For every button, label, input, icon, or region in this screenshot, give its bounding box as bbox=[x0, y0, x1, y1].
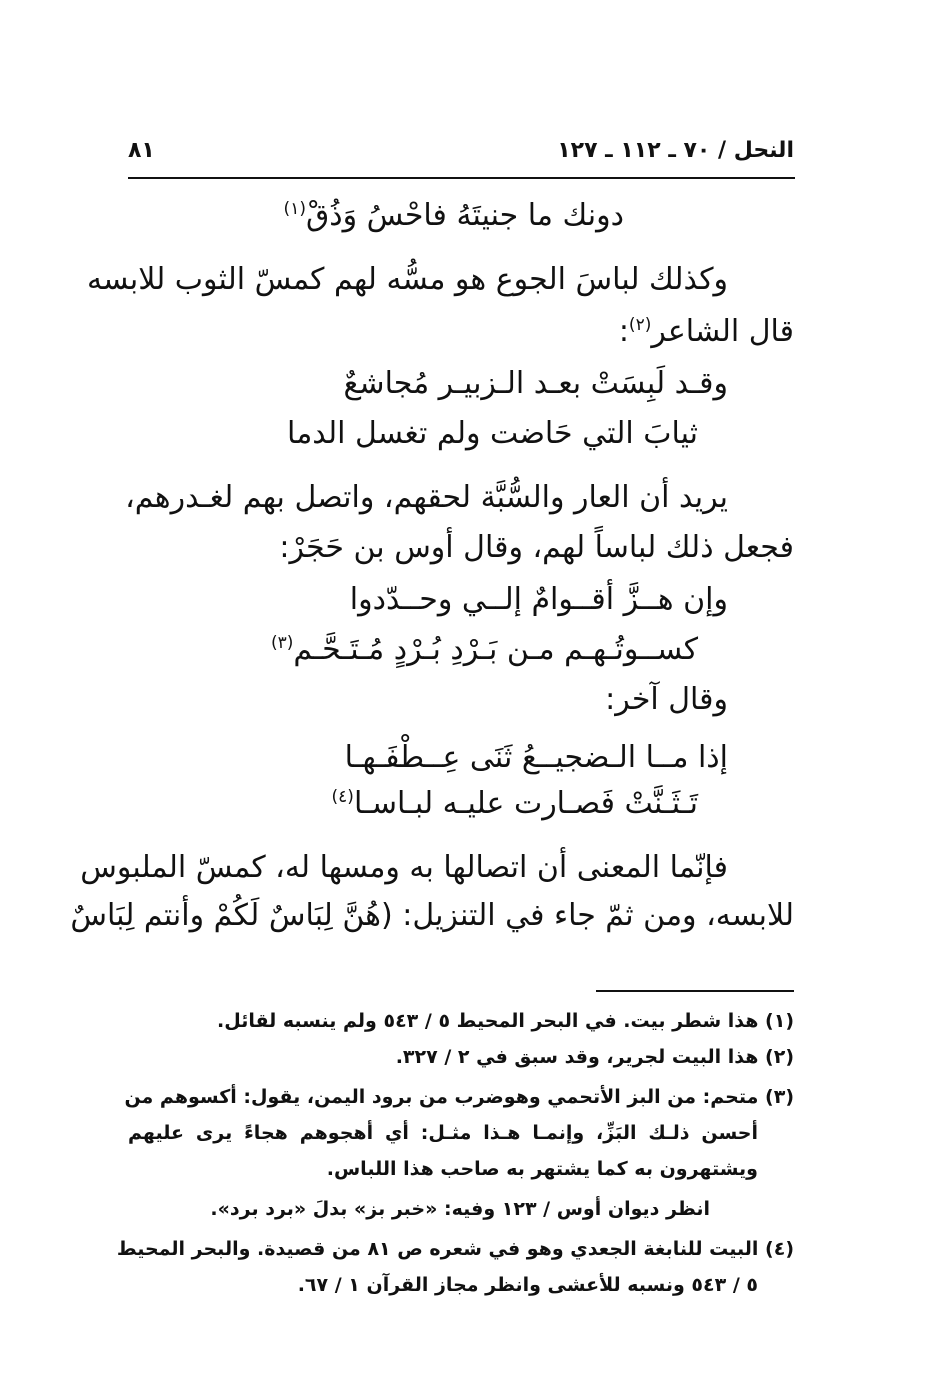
verse-line-1 bbox=[284, 196, 624, 236]
footnote-ref-2: (٢) bbox=[628, 315, 652, 335]
footnote-ref-3: (٣) bbox=[270, 633, 294, 653]
footnote-rule bbox=[596, 990, 794, 992]
poem1-second-hemistich: ثيابَ التي حَاضت ولم تغسل الدما bbox=[287, 416, 698, 451]
line-text: قال الشاعر bbox=[651, 314, 794, 349]
poem3-first-hemistich: إذا مــا الـضجيــعُ ثَنَى عِــطْفَـهـا bbox=[344, 740, 728, 775]
page-number: ٨١ bbox=[128, 138, 155, 163]
verse-text: دونك ما جنيتَهُ فاحْسُ وَذُقْ bbox=[305, 198, 624, 233]
line-punct: : bbox=[618, 314, 629, 349]
footnote-3-line-3: ويشتهرون به كما يشتهر به صاحب هذا اللباس. bbox=[326, 1158, 758, 1180]
poem2-second-hemistich bbox=[271, 630, 698, 670]
footnote-ref-4: (٤) bbox=[331, 787, 354, 807]
header-rule bbox=[128, 177, 795, 179]
footnote-1: (١) هذا شطر بيت. في البحر المحيط ٥ / ٥٤٣ ولم ينسبه لقائل. bbox=[217, 1010, 794, 1032]
body-line-4: يريد أن العار والسُّبَّة لحقهم، واتصل بهم لغـدرهم، bbox=[125, 480, 728, 515]
body-line-7: فإنّما المعنى أن اتصالها به ومسها له، كمسّ الملبوس bbox=[80, 850, 728, 885]
footnote-2: (٢) هذا البيت لجرير، وقد سبق في ٢ / ٣٢٧. bbox=[395, 1046, 794, 1068]
poem2-first-hemistich: وإن هــزَّ أقــوامٌ إلــي وحــدّدوا bbox=[349, 582, 728, 617]
poem3-second-hemistich bbox=[332, 784, 698, 824]
body-line-5: فجعل ذلك لباساً لهم، وقال أوس بن حَجَرْ: bbox=[279, 530, 794, 565]
hemistich-text: تَـثَـنَّتْ فَصـارت عليـه لبـاسـا bbox=[353, 786, 698, 821]
body-line-6: وقال آخر: bbox=[605, 682, 728, 717]
poem1-first-hemistich: وقـد لَبِسَتْ بعـد الـزبيـر مُجاشعٌ bbox=[343, 366, 728, 401]
footnote-3-line-4: انظر ديوان أوس / ١٢٣ وفيه: «خبر بز» بدلَ «برد برد». bbox=[210, 1198, 710, 1220]
footnote-3-line-1: (٣) متحم: من البز الأتحمي وهوضرب من برود اليمن، يقول: أكسوهم من bbox=[124, 1086, 794, 1108]
body-line-8: للابسه، ومن ثمّ جاء في التنزيل: (هُنَّ لِبَاسٌ لَكُمْ وأنتم لِبَاسٌ bbox=[70, 898, 794, 933]
body-line-3 bbox=[619, 312, 794, 352]
running-title: النحل / ٧٠ ـ ١١٢ ـ ١٢٧ bbox=[557, 138, 794, 163]
body-line-2: وكذلك لباسَ الجوع هو مسُّه لهم كمسّ الثوب للابسه bbox=[87, 262, 728, 297]
running-header bbox=[128, 138, 794, 174]
footnote-4-line-2: ٥ / ٥٤٣ ونسبه للأعشى وانظر مجاز القرآن ١ / ٦٧. bbox=[297, 1274, 758, 1296]
footnote-ref-1: (١) bbox=[283, 199, 306, 219]
footnote-4-line-1: (٤) البيت للنابغة الجعدي وهو في شعره ص ٨١ من قصيدة. والبحر المحيط bbox=[116, 1238, 794, 1260]
hemistich-text: كســوتُـهـم مـن بَـرْدِ بُـرْدٍ مُـتَـحَّـم bbox=[293, 632, 698, 667]
footnote-3-line-2: أحسن ذلـك البَزِّ، وإنمـا هـذا مثـل: أي أهجوهم هجاءً يرى عليهم bbox=[128, 1122, 758, 1144]
